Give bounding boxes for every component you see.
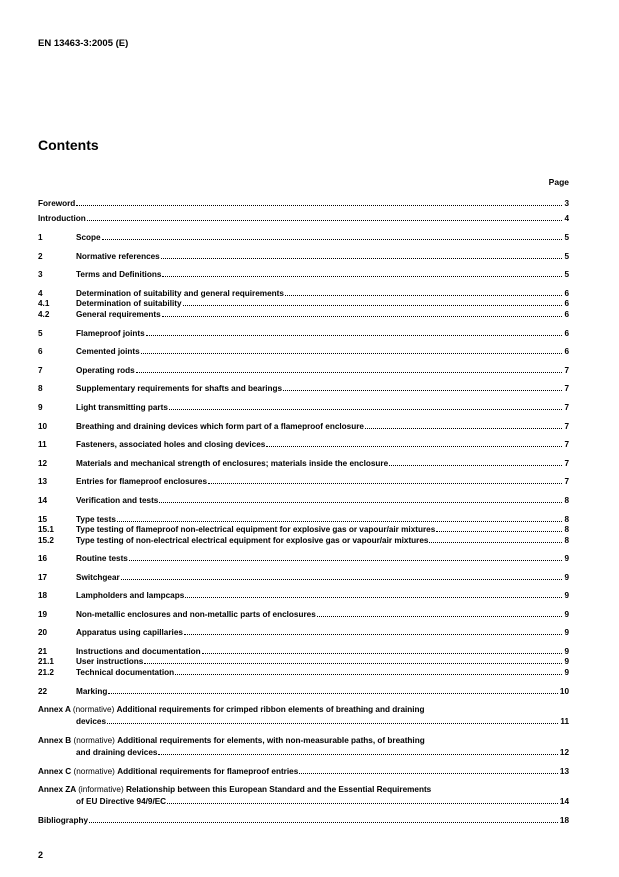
toc-entry-text: Instructions and documentation	[76, 647, 201, 656]
toc-entry-page: 7	[564, 440, 569, 449]
toc-entry-title	[76, 298, 182, 309]
toc-entry-page: 7	[564, 366, 569, 375]
toc-entry-text: Type testing of flameproof non-electrical equipment for explosive gas or vapour/air mixtures	[76, 525, 436, 534]
toc-entry[interactable]	[38, 458, 569, 469]
toc-entry-title	[76, 609, 316, 620]
toc-entry-number: 19	[38, 610, 48, 619]
dot-leader	[89, 821, 558, 823]
toc-entry-page: 6	[564, 289, 569, 298]
toc-entry-page: 7	[564, 403, 569, 412]
annex-title: Additional requirements for elements, with non-measurable paths, of breathing	[117, 736, 425, 745]
toc-entry[interactable]	[38, 383, 569, 394]
toc-entry-page: 9	[564, 668, 569, 677]
toc-entry-text: Scope	[76, 233, 101, 242]
toc-entry-title	[76, 346, 140, 357]
annex-entry-continued[interactable]	[38, 716, 569, 727]
toc-entry[interactable]	[38, 686, 569, 697]
toc-entry-text: Apparatus using capillaries	[76, 628, 183, 637]
toc-entry-number: 7	[38, 366, 43, 375]
dot-leader	[175, 673, 562, 675]
toc-entry-text: Fasteners, associated holes and closing devices	[76, 440, 266, 449]
toc-entry-title	[76, 328, 145, 339]
toc-entry-page: 8	[564, 525, 569, 534]
dot-leader	[162, 315, 563, 317]
toc-entry-text: Switchgear	[76, 573, 120, 582]
annex-label: Annex A	[38, 705, 73, 714]
toc-entry-page: 14	[559, 797, 569, 806]
toc-entry-page: 11	[560, 717, 569, 726]
dot-leader	[169, 408, 563, 410]
dot-leader	[317, 615, 563, 617]
toc-entry-text: Entries for flameproof enclosures	[76, 477, 208, 486]
toc-entry-title	[38, 766, 298, 777]
toc-entry-text: Verification and tests	[76, 496, 159, 505]
toc-entry[interactable]	[38, 213, 569, 224]
toc-entry-text: Materials and mechanical strength of enclosures; materials inside the enclosure	[76, 459, 389, 468]
toc-entry-text: Supplementary requirements for shafts and bearings	[76, 384, 283, 393]
toc-entry-number: 2	[38, 252, 43, 261]
dot-leader	[76, 204, 562, 206]
toc-entry-number: 13	[38, 477, 48, 486]
dot-leader	[299, 772, 558, 774]
toc-entry-text: Non-metallic enclosures and non-metallic parts of enclosures	[76, 610, 316, 619]
toc-entry-title	[76, 251, 160, 262]
toc-entry-number: 20	[38, 628, 48, 637]
dot-leader	[87, 219, 563, 221]
toc-entry-number: 6	[38, 347, 43, 356]
toc-entry-text: Routine tests	[76, 554, 128, 563]
toc-entry-text: Lampholders and lampcaps	[76, 591, 185, 600]
dot-leader	[208, 482, 562, 484]
toc-entry[interactable]	[38, 553, 569, 564]
toc-entry[interactable]	[38, 421, 569, 432]
toc-entry-title	[76, 572, 120, 583]
toc-entry-title	[76, 535, 428, 546]
toc-entry-number: 11	[38, 440, 47, 449]
bibliography-entry[interactable]	[38, 815, 569, 826]
toc-entry-page: 7	[564, 477, 569, 486]
toc-entry-number: 21.2	[38, 668, 54, 677]
toc-entry[interactable]	[38, 495, 569, 506]
dot-leader	[108, 692, 557, 694]
dot-leader	[161, 257, 563, 259]
toc-entry-page: 7	[564, 459, 569, 468]
toc-entry-title	[76, 476, 207, 487]
toc-entry-page: 9	[564, 647, 569, 656]
dot-leader	[141, 352, 563, 354]
toc-entry-title	[76, 402, 168, 413]
toc-entry-page: 12	[559, 748, 569, 757]
toc-entry-number: 21.1	[38, 657, 54, 666]
annex-title: Additional requirements for crimped ribbon elements of breathing and draining	[116, 705, 425, 714]
toc-entry-text: Determination of suitability and general requirements	[76, 289, 284, 298]
toc-entry-page: 6	[564, 329, 569, 338]
toc-entry-number: 4.1	[38, 299, 50, 308]
toc-entry-number: 14	[38, 496, 48, 505]
toc-entry-number: 4.2	[38, 310, 50, 319]
toc-entry-text: Marking	[76, 687, 108, 696]
toc-entry-title	[76, 686, 107, 697]
toc-entry-title	[38, 815, 88, 826]
dot-leader	[146, 334, 563, 336]
toc-entry-page: 9	[564, 657, 569, 666]
dot-leader	[162, 275, 562, 277]
toc-entry-title	[38, 198, 75, 209]
toc-entry-title	[76, 269, 161, 280]
toc-entry-text: Type tests	[76, 515, 116, 524]
toc-entry[interactable]	[38, 627, 569, 638]
dot-leader	[167, 802, 558, 804]
toc-entry[interactable]	[38, 609, 569, 620]
toc-entry[interactable]	[38, 232, 569, 243]
toc-entry-number: 22	[38, 687, 48, 696]
toc-entry-title	[76, 439, 265, 450]
dot-leader	[365, 427, 562, 429]
toc-entry-page: 18	[559, 816, 569, 825]
toc-entry[interactable]	[38, 524, 569, 535]
toc-entry-text: Light transmitting parts	[76, 403, 168, 412]
toc-entry-page: 6	[564, 310, 569, 319]
toc-entry-number: 15	[38, 515, 48, 524]
toc-entry-page: 9	[564, 628, 569, 637]
dot-leader	[202, 652, 563, 654]
annex-entry[interactable]	[38, 766, 569, 777]
toc-entry-page: 3	[564, 199, 569, 208]
annex-title: Additional requirements for flameproof entries	[117, 767, 299, 776]
toc-entry-number: 9	[38, 403, 43, 412]
toc-entry-page: 5	[564, 233, 569, 242]
toc-entry-title	[76, 590, 184, 601]
toc-entry[interactable]	[38, 667, 569, 678]
annex-entry[interactable]	[38, 735, 569, 746]
toc-entry-number: 5	[38, 329, 43, 338]
toc-entry-title	[76, 309, 161, 320]
toc-entry-title	[76, 716, 106, 727]
annex-title-continued: and draining devices	[76, 748, 158, 757]
toc-entry-number: 8	[38, 384, 43, 393]
toc-entry-page: 10	[559, 687, 569, 696]
toc-entry-page: 8	[564, 536, 569, 545]
toc-entry-title	[76, 747, 157, 758]
toc-entry[interactable]	[38, 656, 569, 667]
annex-title: Relationship between this European Standard and the Essential Requirements	[125, 785, 432, 794]
toc-entry-number: 21	[38, 647, 48, 656]
toc-entry-number: 12	[38, 459, 48, 468]
page-column-label: Page	[548, 177, 569, 187]
toc-entry-page: 9	[564, 610, 569, 619]
toc-entry-number: 4	[38, 289, 43, 298]
dot-leader	[107, 722, 558, 724]
dot-leader	[159, 501, 562, 503]
toc-entry[interactable]	[38, 535, 569, 546]
annex-title-continued: of EU Directive 94/9/EC	[76, 797, 167, 806]
annex-entry[interactable]	[38, 784, 569, 795]
toc-entry-number: 16	[38, 554, 48, 563]
toc-entry-page: 5	[564, 252, 569, 261]
toc-entry-page: 7	[564, 384, 569, 393]
toc-entry-text: Cemented joints	[76, 347, 140, 356]
toc-entry-text: Flameproof joints	[76, 329, 145, 338]
toc-entry-text: Normative references	[76, 252, 160, 261]
toc-entry-page: 8	[564, 515, 569, 524]
toc-entry-text: Determination of suitability	[76, 299, 182, 308]
toc-entry-title	[76, 421, 364, 432]
page-title: Contents	[38, 137, 99, 153]
toc-entry-text: Operating rods	[76, 366, 135, 375]
toc-entry-page: 6	[564, 347, 569, 356]
toc-entry-title	[76, 627, 183, 638]
toc-entry[interactable]	[38, 590, 569, 601]
toc-entry-title	[76, 383, 282, 394]
annex-label: Annex B	[38, 736, 74, 745]
toc-entry-title	[76, 796, 166, 807]
annex-entry-continued[interactable]	[38, 796, 569, 807]
toc-entry-number: 1	[38, 233, 43, 242]
toc-entry-number: 15.2	[38, 536, 54, 545]
dot-leader	[136, 371, 563, 373]
toc-entry[interactable]	[38, 439, 569, 450]
bibliography-text: Bibliography	[38, 816, 89, 825]
toc-entry[interactable]	[38, 269, 569, 280]
toc-entry-title	[76, 667, 174, 678]
toc-entry-number: 3	[38, 270, 43, 279]
toc-entry-text: User instructions	[76, 657, 144, 666]
toc-entry-page: 5	[564, 270, 569, 279]
toc-entry-title	[76, 458, 388, 469]
dot-leader	[436, 530, 562, 532]
toc-entry[interactable]	[38, 251, 569, 262]
toc-entry-number: 18	[38, 591, 48, 600]
toc-entry-text: General requirements	[76, 310, 161, 319]
toc-entry[interactable]	[38, 309, 569, 320]
toc-entry-text: Technical documentation	[76, 668, 175, 677]
dot-leader	[117, 520, 563, 522]
dot-leader	[158, 753, 557, 755]
toc-entry[interactable]	[38, 298, 569, 309]
toc-entry-number: 17	[38, 573, 48, 582]
toc-entry-page: 9	[564, 573, 569, 582]
annex-kind: (normative)	[73, 767, 118, 776]
toc-entry-title	[76, 365, 135, 376]
dot-leader	[185, 596, 562, 598]
dot-leader	[102, 238, 563, 240]
toc-entry-text: Type testing of non-electrical electrical equipment for explosive gas or vapour/air mixtures	[76, 536, 429, 545]
dot-leader	[121, 578, 563, 580]
toc-entry-text: Terms and Definitions	[76, 270, 162, 279]
toc-entry-page: 7	[564, 422, 569, 431]
toc-entry[interactable]	[38, 402, 569, 413]
toc-entry-title	[76, 232, 101, 243]
toc-entry-title	[76, 656, 143, 667]
dot-leader	[129, 559, 563, 561]
dot-leader	[184, 633, 563, 635]
dot-leader	[389, 464, 562, 466]
toc-entry-title	[38, 784, 431, 795]
dot-leader	[266, 445, 562, 447]
toc-entry-title	[38, 213, 86, 224]
toc-entry[interactable]	[38, 198, 569, 209]
toc-entry-text: Breathing and draining devices which form part of a flameproof enclosure	[76, 422, 364, 431]
page-number: 2	[38, 850, 44, 860]
dot-leader	[144, 662, 562, 664]
dot-leader	[429, 541, 562, 543]
toc-entry-text: Introduction	[38, 214, 86, 223]
toc-entry-text: Foreword	[38, 199, 76, 208]
annex-label: Annex ZA	[38, 785, 79, 794]
dot-leader	[285, 294, 563, 296]
annex-kind: (normative)	[73, 736, 118, 745]
toc-entry[interactable]	[38, 346, 569, 357]
toc-entry[interactable]	[38, 572, 569, 583]
annex-title-continued: devices	[76, 717, 107, 726]
toc-entry-page: 9	[564, 554, 569, 563]
toc-entry-title	[76, 524, 435, 535]
toc-entry-page: 4	[564, 214, 569, 223]
toc-entry-page: 8	[564, 496, 569, 505]
toc-entry[interactable]	[38, 365, 569, 376]
toc-entry-page: 13	[559, 767, 569, 776]
toc-entry-title	[76, 553, 128, 564]
toc-entry[interactable]	[38, 476, 569, 487]
annex-label: Annex C	[38, 767, 74, 776]
dot-leader	[183, 304, 563, 306]
toc-entry-page: 9	[564, 591, 569, 600]
document-header: EN 13463-3:2005 (E)	[38, 38, 129, 49]
toc-entry-number: 15.1	[38, 525, 54, 534]
annex-entry[interactable]	[38, 704, 569, 715]
toc-entry-title	[38, 735, 425, 746]
annex-kind: (normative)	[72, 705, 117, 714]
toc-entry-title	[76, 495, 158, 506]
annex-kind: (informative)	[78, 785, 126, 794]
toc-entry-page: 6	[564, 299, 569, 308]
toc-entry-number: 10	[38, 422, 48, 431]
dot-leader	[283, 389, 562, 391]
toc-entry-title	[38, 704, 425, 715]
annex-entry-continued[interactable]	[38, 747, 569, 758]
toc-entry[interactable]	[38, 328, 569, 339]
